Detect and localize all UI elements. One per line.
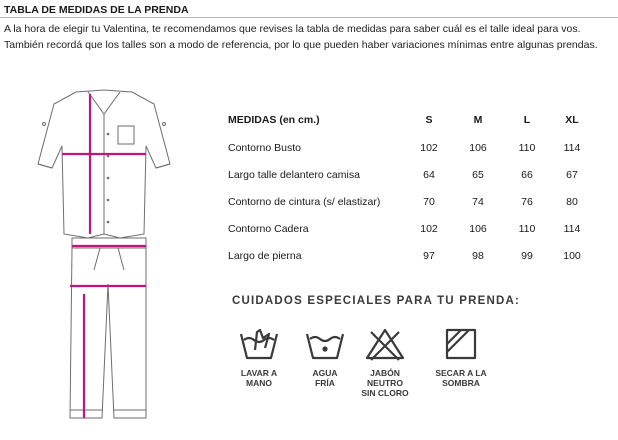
care-item-shade-dry (428, 326, 494, 388)
size-header: S (425, 114, 433, 126)
row-label: Largo talle delantero camisa (228, 169, 360, 181)
cold-wash-icon (303, 326, 347, 362)
table-cell: 66 (521, 169, 533, 181)
table-cell: 64 (423, 169, 435, 181)
table-header-row (222, 112, 602, 128)
care-label-line: FRÍA (315, 378, 335, 388)
care-label-line: SIN CLORO (361, 388, 409, 398)
table-cell: 100 (563, 250, 581, 262)
title-divider (0, 17, 618, 18)
table-row (222, 167, 602, 183)
care-label-line: LAVAR A (240, 368, 278, 378)
table-cell: 102 (420, 142, 438, 154)
care-item-cold-wash (292, 326, 358, 388)
size-header: M (473, 114, 483, 126)
table-cell: 97 (423, 250, 435, 262)
intro-text: A la hora de elegir tu Valentina, te recomendamos que revises la tabla de medidas para saber cuál es el talle ideal para vos. También recordá que los talles son a modo de referencia, por lo que pueden haber variaciones mínimas entre algunas prendas. (4, 23, 598, 51)
table-row (222, 221, 602, 237)
care-label (428, 368, 494, 388)
size-header: L (523, 114, 531, 126)
care-label-line: SOMBRA (442, 378, 480, 388)
care-item-hand-wash (226, 326, 292, 388)
table-cell: 98 (472, 250, 484, 262)
care-label (352, 368, 418, 398)
table-row (222, 194, 602, 210)
table-header-label: MEDIDAS (en cm.) (228, 114, 320, 126)
page-title: TABLA DE MEDIDAS DE LA PRENDA (4, 4, 189, 16)
care-title: CUIDADOS ESPECIALES PARA TU PRENDA: (232, 295, 520, 307)
table-cell: 67 (566, 169, 578, 181)
table-cell: 65 (472, 169, 484, 181)
table-cell: 114 (563, 223, 581, 235)
table-cell: 76 (521, 196, 533, 208)
care-label-line: JABÓN NEUTRO (367, 368, 403, 388)
table-row (222, 140, 602, 156)
care-label-line: MANO (246, 378, 272, 388)
care-label-line: AGUA (312, 368, 338, 378)
hand-wash-icon (237, 326, 281, 362)
row-label: Contorno de cintura (s/ elastizar) (228, 196, 381, 208)
table-cell: 99 (521, 250, 533, 262)
table-cell: 106 (469, 223, 487, 235)
table-cell: 106 (469, 142, 487, 154)
shade-dry-icon (439, 326, 483, 362)
table-cell: 110 (518, 142, 536, 154)
table-row (222, 248, 602, 264)
table-cell: 70 (423, 196, 435, 208)
table-cell: 80 (566, 196, 578, 208)
row-label: Contorno Cadera (228, 223, 309, 235)
table-cell: 102 (420, 223, 438, 235)
no-bleach-icon (363, 326, 407, 362)
row-label: Contorno Busto (228, 142, 301, 154)
row-label: Largo de pierna (228, 250, 302, 262)
table-cell: 114 (563, 142, 581, 154)
size-header: XL (565, 114, 579, 126)
pajama-sketch-illustration (20, 84, 190, 434)
care-label-line: SECAR A LA (435, 368, 487, 378)
care-item-no-bleach (352, 326, 418, 398)
table-cell: 74 (472, 196, 484, 208)
care-label (226, 368, 292, 388)
table-cell: 110 (518, 223, 536, 235)
care-label (292, 368, 358, 388)
